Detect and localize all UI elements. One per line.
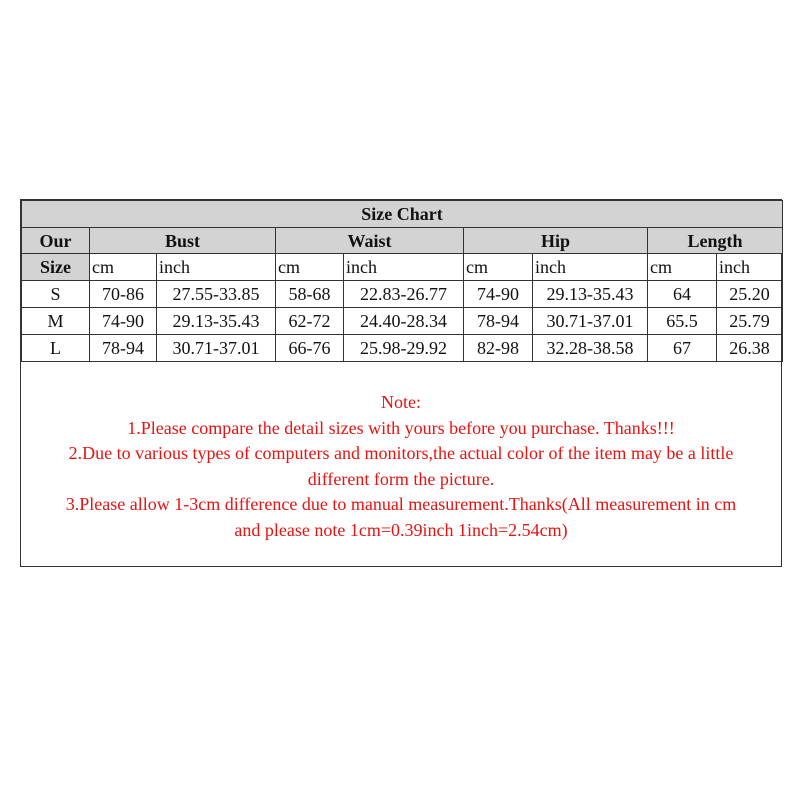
waist-cm-value: 58-68: [276, 281, 344, 308]
length-inch-value: 25.79: [717, 308, 783, 335]
waist-inch-value: 24.40-28.34: [344, 308, 464, 335]
hip-inch-value: 29.13-35.43: [533, 281, 648, 308]
waist-inch-value: 22.83-26.77: [344, 281, 464, 308]
size-chart-table: [21, 200, 783, 362]
bust-cm-unit: cm: [90, 254, 157, 281]
note-line-1: 1.Please compare the detail sizes with yours before you purchase. Thanks!!!: [127, 417, 675, 438]
waist-cm-value: 62-72: [276, 308, 344, 335]
chart-title: Size Chart: [22, 201, 783, 228]
note-line-3-continued: and please note 1cm=0.39inch 1inch=2.54cm): [234, 519, 568, 540]
hip-cm-value: 82-98: [464, 335, 533, 362]
hip-inch-unit: inch: [533, 254, 648, 281]
table-row: [22, 335, 783, 362]
notes-block: [21, 390, 781, 543]
length-inch-value: 26.38: [717, 335, 783, 362]
waist-cm-unit: cm: [276, 254, 344, 281]
table-row: [22, 281, 783, 308]
note-heading: Note:: [381, 392, 421, 412]
note-line-2: 2.Due to various types of computers and monitors,the actual color of the item may be a little: [68, 443, 734, 463]
size-chart-sheet: [20, 199, 782, 567]
our-size-label-top: Our: [22, 228, 90, 254]
length-header: Length: [648, 228, 783, 254]
length-cm-unit: cm: [648, 254, 717, 281]
bust-inch-unit: inch: [157, 254, 276, 281]
hip-cm-value: 78-94: [464, 308, 533, 335]
note-line-2-continued: different form the picture.: [307, 468, 495, 489]
length-cm-value: 65.5: [648, 308, 717, 335]
size-label: S: [22, 281, 90, 308]
waist-header: Waist: [276, 228, 464, 254]
title-row: [22, 201, 783, 228]
waist-cm-value: 66-76: [276, 335, 344, 362]
note-line-3: 3.Please allow 1-3cm difference due to manual measurement.Thanks(All measurement in cm: [65, 494, 737, 514]
waist-inch-value: 25.98-29.92: [344, 335, 464, 362]
unit-header-row: [22, 254, 783, 281]
length-cm-value: 64: [648, 281, 717, 308]
bust-inch-value: 30.71-37.01: [157, 335, 276, 362]
size-label: M: [22, 308, 90, 335]
hip-header: Hip: [464, 228, 648, 254]
bust-header: Bust: [90, 228, 276, 254]
waist-inch-unit: inch: [344, 254, 464, 281]
bust-cm-value: 74-90: [90, 308, 157, 335]
length-inch-value: 25.20: [717, 281, 783, 308]
hip-cm-unit: cm: [464, 254, 533, 281]
length-inch-unit: inch: [717, 254, 783, 281]
bust-inch-value: 27.55-33.85: [157, 281, 276, 308]
bust-inch-value: 29.13-35.43: [157, 308, 276, 335]
bust-cm-value: 78-94: [90, 335, 157, 362]
table-row: [22, 308, 783, 335]
length-cm-value: 67: [648, 335, 717, 362]
group-header-row: [22, 228, 783, 254]
hip-inch-value: 32.28-38.58: [533, 335, 648, 362]
our-size-label-bottom: Size: [22, 254, 90, 281]
bust-cm-value: 70-86: [90, 281, 157, 308]
hip-cm-value: 74-90: [464, 281, 533, 308]
size-label: L: [22, 335, 90, 362]
hip-inch-value: 30.71-37.01: [533, 308, 648, 335]
